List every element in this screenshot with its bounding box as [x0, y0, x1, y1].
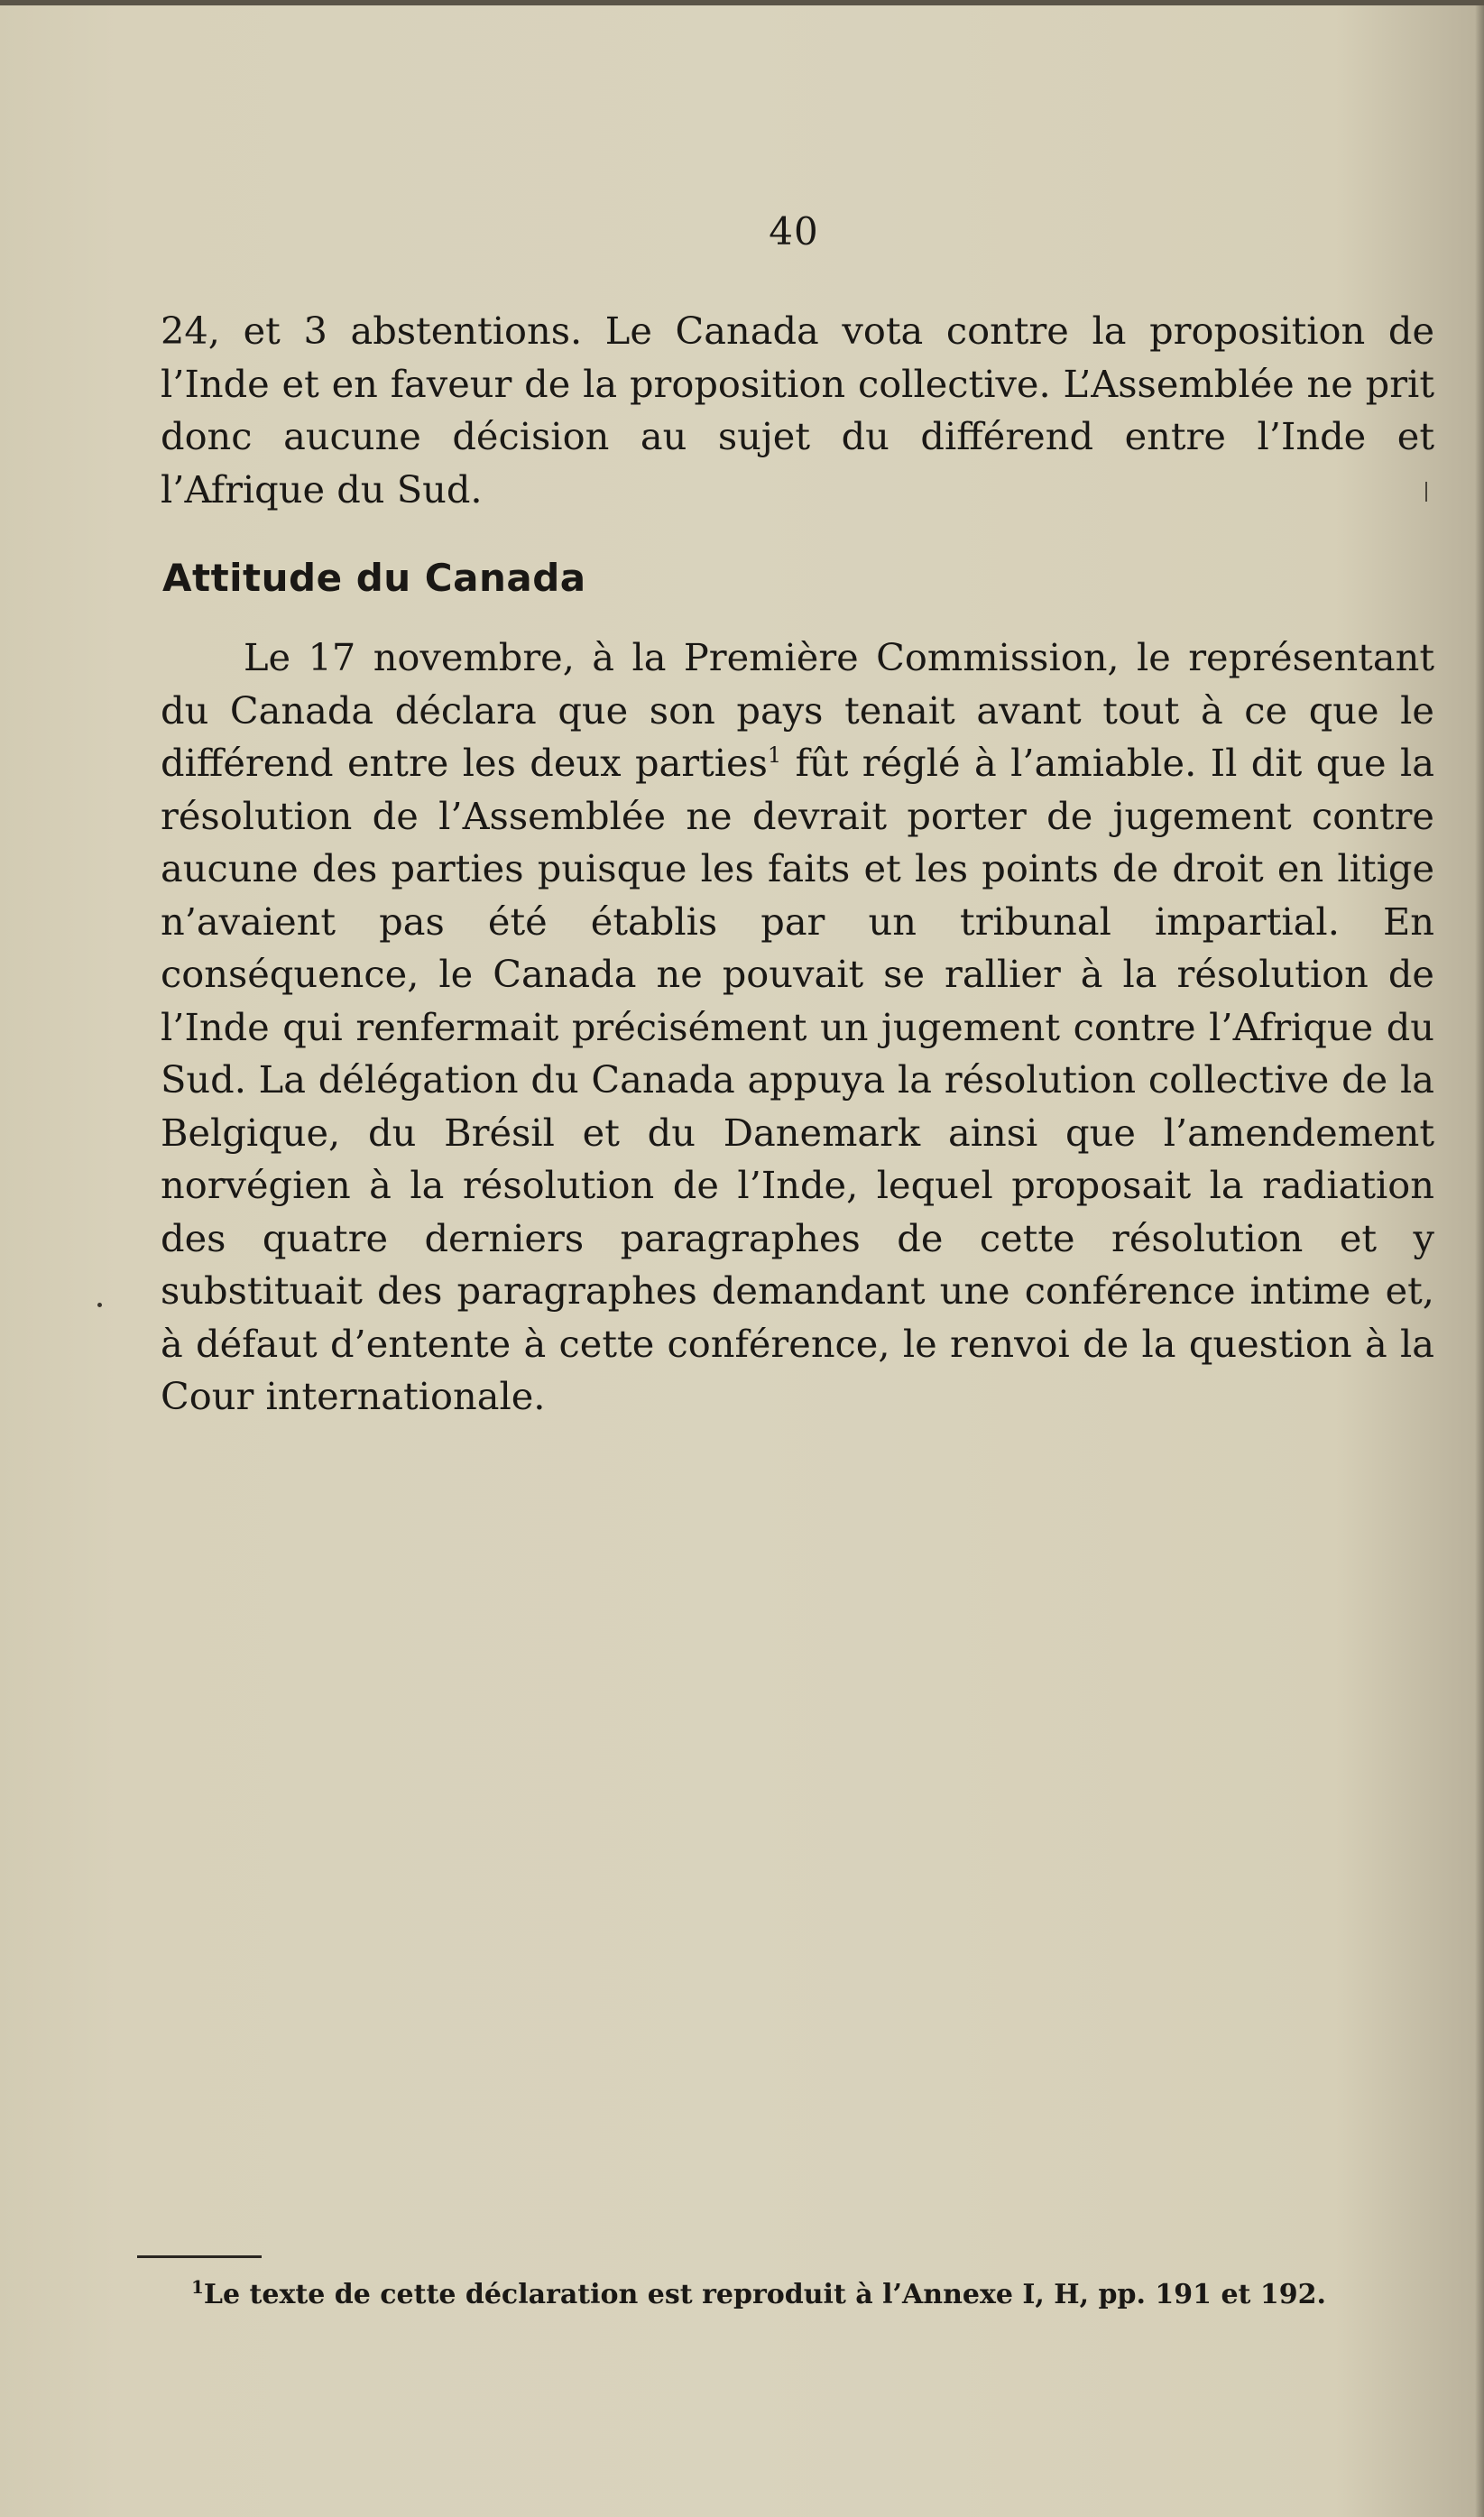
footnote: [191, 2276, 1326, 2310]
paragraph-text-after-note: fût réglé à l’amiable. Il dit que la résolution de l’Assemblée ne devrait porter de jugement contre aucune des parties puisque les faits et les points de droit en litige n’avaient pas été établis par un tribunal impartial. En conséquence, le Canada ne pouvait se rallier à la résolution de l’Inde qui renfermait précisément un jugement contre l’Afrique du Sud. La délégation du Canada appuya la résolution collective de la Belgique, du Brésil et du Danemark ainsi que l’amendement norvégien à la résolution de l’Inde, lequel proposait la radiation des quatre derniers paragraphes de cette résolution et y substituait des paragraphes demandant une conférence intime et, à défaut d’entente à cette conférence, le renvoi de la question à la Cour internationale.: [161, 741, 1434, 1418]
paragraph-text-before-note: Le 17 novembre, à la Première Commission, le représentant du Canada déclara que son pays tenait avant tout à ce que le différend entre les deux parties: [161, 635, 1434, 785]
paragraph-continuation: 24, et 3 abstentions. Le Canada vota contre la proposition de l’Inde et en faveur de la proposition collective. L’Assemblée ne prit donc aucune décision au sujet du différend entre l’Inde et l’Afrique du Sud.: [161, 309, 1434, 512]
margin-dot: [97, 1303, 102, 1307]
section-heading: Attitude du Canada: [162, 556, 586, 600]
footnote-text: Le texte de cette déclaration est reproduit à l’Annexe I, H, pp. 191 et 192.: [203, 2279, 1326, 2310]
page-number: 40: [769, 209, 819, 254]
page-binding-shadow: [1475, 0, 1484, 2517]
margin-mark: [1425, 482, 1427, 502]
paragraph-canada-attitude: [161, 632, 1434, 1424]
footnote-rule: [137, 2255, 262, 2258]
footnote-reference: 1: [767, 742, 782, 769]
footnote-marker: 1: [191, 2276, 204, 2298]
page-top-edge: [0, 0, 1484, 5]
